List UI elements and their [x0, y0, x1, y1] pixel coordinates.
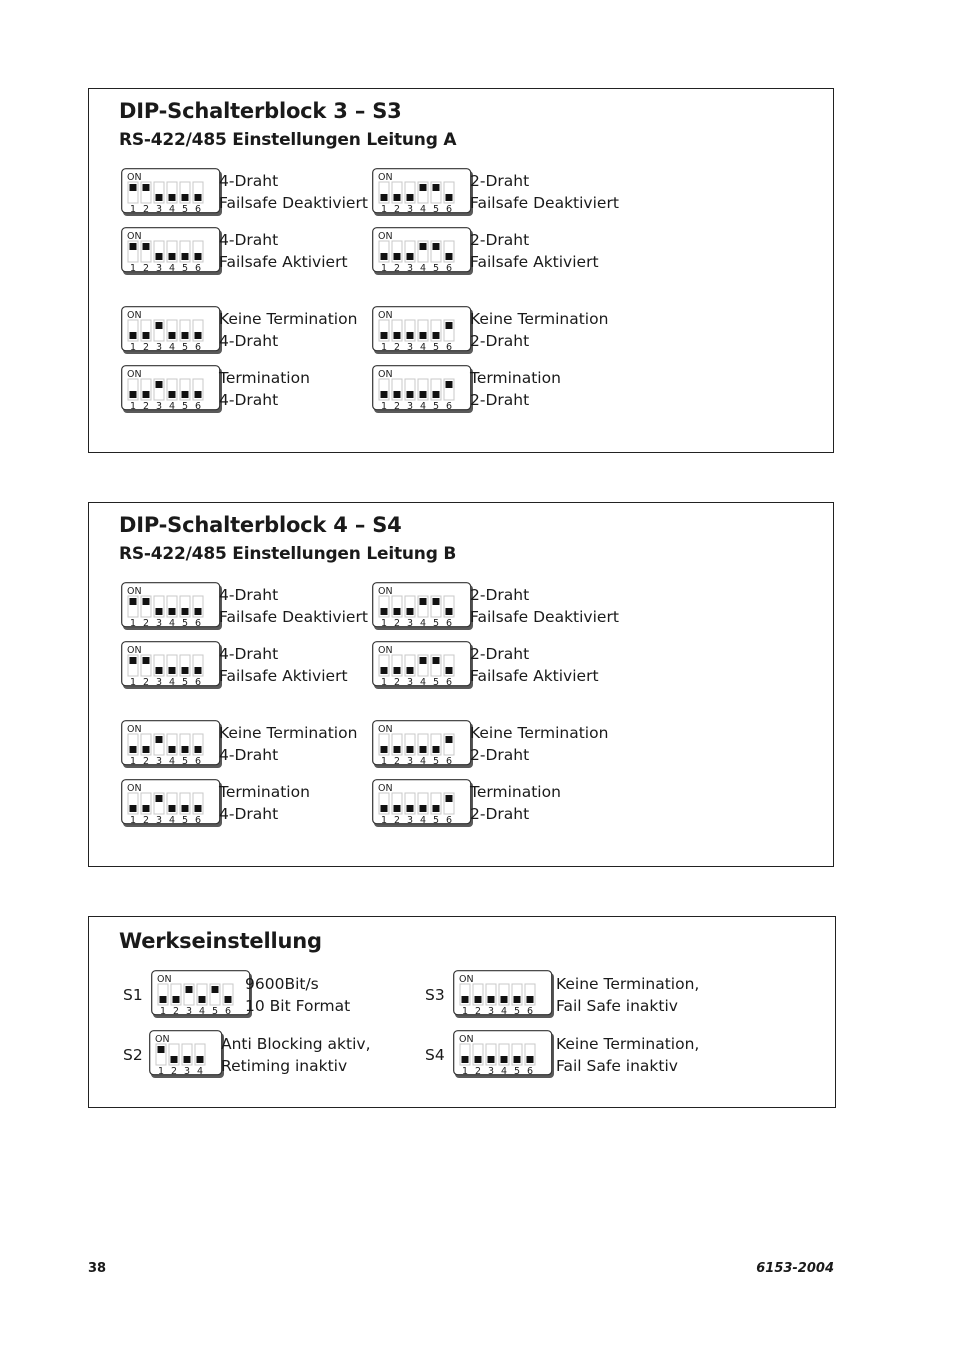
dip-switch-number: 4	[169, 618, 176, 629]
dip-switch-number: 4	[197, 1066, 204, 1077]
description-line: Keine Termination	[470, 724, 609, 742]
dip-switch-diagram	[121, 306, 223, 354]
setting-description	[556, 1033, 699, 1077]
dip-switch-number: 1	[130, 618, 137, 629]
dip-switch-number: 5	[433, 677, 440, 688]
description-line: Failsafe Deaktiviert	[470, 608, 619, 626]
setting-description	[470, 722, 608, 766]
dip-setting-entry	[121, 168, 368, 220]
description-line: 9600Bit/s	[245, 975, 319, 993]
dip-switch-number: 6	[195, 677, 202, 688]
page-number: 38	[88, 1261, 107, 1276]
dip-switch-number: 4	[501, 1006, 508, 1017]
setting-description	[219, 367, 310, 411]
setting-description	[219, 170, 368, 214]
dip-switch-number: 2	[394, 401, 401, 412]
dip-switch-number: 2	[143, 401, 150, 412]
dip-switch-number: 1	[130, 342, 137, 353]
dip-switch-number: 6	[195, 401, 202, 412]
description-line: Fail Safe inaktiv	[556, 1057, 678, 1075]
on-label: ON	[157, 974, 172, 985]
dip-switch-number: 5	[514, 1006, 521, 1017]
description-line: 2-Draht	[470, 746, 530, 764]
dip-switch-number: 2	[143, 263, 150, 274]
dip-switch-diagram	[121, 779, 223, 827]
dip-setting-entry	[372, 168, 619, 220]
dip-switch-number: 4	[420, 815, 427, 826]
setting-description	[470, 643, 599, 687]
dip-switch-number: 1	[462, 1006, 469, 1017]
dip-block-s3-panel	[88, 88, 834, 453]
dip-switch-number: 2	[475, 1066, 482, 1077]
dip-switch-number: 1	[130, 815, 137, 826]
on-label: ON	[459, 1034, 474, 1045]
section-title: DIP-Schalterblock 3 – S3	[119, 99, 402, 123]
dip-switch-diagram	[372, 779, 474, 827]
dip-diagram-wrapper	[149, 1030, 225, 1082]
on-label: ON	[378, 231, 393, 242]
dip-switch-number: 3	[156, 677, 163, 688]
dip-switch-number: 5	[514, 1066, 521, 1077]
description-line: 2-Draht	[470, 391, 530, 409]
dip-switch-diagram	[372, 641, 474, 689]
description-line: 2-Draht	[470, 645, 530, 663]
dip-switch-number: 6	[195, 815, 202, 826]
dip-switch-number: 1	[381, 204, 388, 215]
dip-switch-number: 1	[160, 1006, 167, 1017]
description-line: 2-Draht	[470, 231, 530, 249]
dip-switch-number: 2	[394, 204, 401, 215]
dip-switch-number: 1	[158, 1066, 165, 1077]
dip-switch-number: 3	[184, 1066, 191, 1077]
on-label: ON	[155, 1034, 170, 1045]
dip-switch-number: 6	[446, 815, 453, 826]
section-title: DIP-Schalterblock 4 – S4	[119, 513, 402, 537]
setting-description	[470, 781, 561, 825]
dip-switch-diagram	[372, 168, 474, 216]
dip-switch-number: 5	[212, 1006, 219, 1017]
setting-description	[470, 308, 608, 352]
dip-switch-number: 4	[169, 677, 176, 688]
dip-switch-diagram	[372, 227, 474, 275]
dip-switch-diagram	[121, 582, 223, 630]
description-line: Keine Termination,	[556, 975, 700, 993]
description-line: Keine Termination	[470, 310, 609, 328]
description-line: Failsafe Deaktiviert	[219, 194, 368, 212]
dip-switch-number: 6	[527, 1006, 534, 1017]
dip-switch-number: 4	[420, 756, 427, 767]
dip-switch-number: 1	[130, 263, 137, 274]
description-line: 4-Draht	[219, 586, 279, 604]
dip-switch-number: 2	[173, 1006, 180, 1017]
dip-setting-entry	[121, 227, 348, 279]
dip-switch-number: 6	[195, 618, 202, 629]
dip-switch-number: 6	[446, 677, 453, 688]
dip-switch-number: 6	[527, 1066, 534, 1077]
switch-block-label: S2	[123, 1046, 143, 1064]
dip-switch-number: 3	[407, 342, 414, 353]
dip-switch-number: 5	[182, 618, 189, 629]
dip-setting-entry	[121, 720, 358, 772]
description-line: 2-Draht	[470, 172, 530, 190]
description-line: 4-Draht	[219, 391, 279, 409]
dip-switch-number: 3	[186, 1006, 193, 1017]
dip-switch-number: 3	[156, 815, 163, 826]
dip-switch-number: 6	[225, 1006, 232, 1017]
dip-switch-diagram	[121, 720, 223, 768]
dip-setting-entry	[121, 306, 358, 358]
dip-switch-diagram	[372, 582, 474, 630]
dip-setting-entry	[121, 582, 368, 634]
factory-settings-panel	[88, 916, 836, 1108]
description-line: Termination	[470, 783, 561, 801]
dip-switch-number: 3	[156, 401, 163, 412]
setting-description	[219, 722, 357, 766]
dip-switch-number: 1	[130, 204, 137, 215]
on-label: ON	[378, 724, 393, 735]
on-label: ON	[459, 974, 474, 985]
description-line: Failsafe Aktiviert	[470, 667, 599, 685]
dip-switch-number: 2	[143, 677, 150, 688]
dip-switch-diagram	[121, 227, 223, 275]
setting-description	[556, 973, 699, 1017]
description-line: 4-Draht	[219, 645, 279, 663]
dip-switch-number: 3	[156, 756, 163, 767]
dip-switch-number: 2	[143, 342, 150, 353]
dip-switch-number: 3	[156, 204, 163, 215]
dip-switch-number: 3	[407, 756, 414, 767]
dip-diagram-wrapper	[151, 970, 253, 1022]
dip-switch-number: 6	[195, 263, 202, 274]
dip-switch-number: 5	[433, 618, 440, 629]
dip-switch-number: 5	[182, 342, 189, 353]
dip-setting-entry	[372, 227, 599, 279]
dip-switch-number: 5	[433, 204, 440, 215]
description-line: 2-Draht	[470, 805, 530, 823]
on-label: ON	[127, 172, 142, 183]
dip-switch-number: 2	[394, 756, 401, 767]
dip-switch-number: 3	[407, 263, 414, 274]
setting-description	[245, 973, 350, 1017]
section-subtitle: RS-422/485 Einstellungen Leitung B	[119, 544, 457, 564]
dip-switch-number: 6	[446, 401, 453, 412]
description-line: Failsafe Deaktiviert	[470, 194, 619, 212]
dip-switch-number: 3	[156, 342, 163, 353]
dip-setting-entry	[372, 306, 609, 358]
dip-switch-number: 4	[420, 342, 427, 353]
description-line: Fail Safe inaktiv	[556, 997, 678, 1015]
setting-description	[470, 170, 619, 214]
setting-description	[219, 584, 368, 628]
on-label: ON	[127, 645, 142, 656]
dip-switch-number: 3	[407, 401, 414, 412]
dip-switch-number: 3	[407, 677, 414, 688]
section-subtitle: RS-422/485 Einstellungen Leitung A	[119, 130, 457, 150]
on-label: ON	[127, 369, 142, 380]
dip-switch-number: 4	[169, 204, 176, 215]
dip-switch-number: 6	[195, 342, 202, 353]
dip-switch-diagram	[372, 306, 474, 354]
dip-switch-number: 5	[182, 756, 189, 767]
description-line: Failsafe Aktiviert	[219, 253, 348, 271]
on-label: ON	[127, 586, 142, 597]
dip-switch-number: 1	[130, 756, 137, 767]
on-label: ON	[127, 310, 142, 321]
dip-setting-entry	[121, 779, 310, 831]
dip-switch-number: 4	[420, 618, 427, 629]
dip-switch-number: 3	[407, 618, 414, 629]
switch-block-label: S1	[123, 986, 143, 1004]
setting-description	[219, 229, 348, 273]
description-line: Failsafe Deaktiviert	[219, 608, 368, 626]
description-line: 2-Draht	[470, 332, 530, 350]
on-label: ON	[378, 310, 393, 321]
on-label: ON	[378, 783, 393, 794]
description-line: Termination	[219, 783, 310, 801]
description-line: Anti Blocking aktiv,	[221, 1035, 371, 1053]
dip-switch-number: 2	[394, 263, 401, 274]
dip-switch-number: 4	[169, 756, 176, 767]
dip-switch-number: 5	[182, 401, 189, 412]
dip-switch-number: 3	[488, 1006, 495, 1017]
dip-diagram-wrapper	[453, 970, 555, 1022]
switch-block-label: S4	[425, 1046, 445, 1064]
dip-switch-number: 5	[433, 756, 440, 767]
on-label: ON	[378, 172, 393, 183]
description-line: Keine Termination,	[556, 1035, 700, 1053]
on-label: ON	[127, 783, 142, 794]
dip-setting-entry	[121, 365, 310, 417]
dip-switch-number: 6	[446, 263, 453, 274]
dip-switch-number: 1	[381, 815, 388, 826]
dip-switch-number: 5	[182, 263, 189, 274]
dip-switch-number: 5	[433, 342, 440, 353]
setting-description	[219, 781, 310, 825]
dip-switch-number: 6	[446, 618, 453, 629]
dip-switch-number: 6	[446, 342, 453, 353]
dip-switch-diagram	[372, 365, 474, 413]
dip-switch-diagram	[121, 641, 223, 689]
dip-switch-number: 5	[433, 263, 440, 274]
setting-description	[470, 367, 561, 411]
dip-block-s4-panel	[88, 502, 834, 867]
dip-switch-number: 1	[130, 677, 137, 688]
dip-switch-number: 2	[143, 204, 150, 215]
setting-description	[221, 1033, 371, 1077]
dip-switch-number: 6	[446, 204, 453, 215]
dip-switch-number: 3	[407, 815, 414, 826]
dip-switch-number: 2	[394, 342, 401, 353]
description-line: Keine Termination	[219, 724, 358, 742]
dip-switch-number: 1	[381, 756, 388, 767]
dip-switch-number: 3	[156, 263, 163, 274]
dip-switch-number: 4	[501, 1066, 508, 1077]
dip-switch-diagram	[453, 970, 555, 1018]
dip-switch-diagram	[453, 1030, 555, 1078]
dip-switch-number: 4	[169, 263, 176, 274]
dip-switch-diagram	[121, 365, 223, 413]
description-line: Failsafe Aktiviert	[470, 253, 599, 271]
dip-switch-number: 2	[143, 815, 150, 826]
on-label: ON	[378, 369, 393, 380]
dip-switch-number: 4	[169, 815, 176, 826]
dip-switch-diagram	[149, 1030, 225, 1078]
dip-switch-number: 5	[182, 204, 189, 215]
on-label: ON	[378, 586, 393, 597]
description-line: 4-Draht	[219, 746, 279, 764]
setting-description	[470, 584, 619, 628]
dip-switch-diagram	[121, 168, 223, 216]
description-line: Termination	[470, 369, 561, 387]
dip-switch-number: 2	[394, 815, 401, 826]
document-number: 6153-2004	[756, 1261, 834, 1276]
setting-description	[219, 643, 348, 687]
dip-switch-number: 1	[381, 401, 388, 412]
dip-switch-number: 5	[433, 401, 440, 412]
dip-switch-number: 4	[169, 401, 176, 412]
dip-setting-entry	[121, 641, 348, 693]
description-line: 4-Draht	[219, 172, 279, 190]
dip-switch-number: 6	[446, 756, 453, 767]
description-line: 2-Draht	[470, 586, 530, 604]
dip-switch-number: 3	[156, 618, 163, 629]
dip-switch-number: 4	[420, 204, 427, 215]
dip-switch-number: 1	[130, 401, 137, 412]
dip-switch-number: 4	[169, 342, 176, 353]
dip-switch-number: 2	[143, 618, 150, 629]
dip-switch-number: 4	[420, 401, 427, 412]
dip-switch-number: 5	[433, 815, 440, 826]
dip-switch-number: 2	[394, 677, 401, 688]
dip-switch-number: 2	[171, 1066, 178, 1077]
dip-switch-diagram	[151, 970, 253, 1018]
on-label: ON	[127, 724, 142, 735]
dip-switch-number: 4	[420, 263, 427, 274]
dip-switch-number: 3	[407, 204, 414, 215]
dip-switch-number: 3	[488, 1066, 495, 1077]
description-line: 4-Draht	[219, 805, 279, 823]
factory-settings-title: Werkseinstellung	[119, 929, 322, 953]
dip-switch-number: 5	[182, 677, 189, 688]
dip-setting-entry	[372, 641, 599, 693]
dip-setting-entry	[372, 779, 561, 831]
dip-setting-entry	[372, 720, 609, 772]
dip-switch-diagram	[372, 720, 474, 768]
dip-switch-number: 2	[143, 756, 150, 767]
dip-switch-number: 1	[462, 1066, 469, 1077]
dip-switch-number: 1	[381, 618, 388, 629]
description-line: 4-Draht	[219, 231, 279, 249]
dip-setting-entry	[372, 582, 619, 634]
on-label: ON	[127, 231, 142, 242]
description-line: Keine Termination	[219, 310, 358, 328]
dip-switch-number: 6	[195, 756, 202, 767]
dip-switch-number: 1	[381, 677, 388, 688]
switch-block-label: S3	[425, 986, 445, 1004]
dip-switch-number: 2	[475, 1006, 482, 1017]
description-line: 4-Draht	[219, 332, 279, 350]
dip-switch-number: 4	[199, 1006, 206, 1017]
description-line: Retiming inaktiv	[221, 1057, 348, 1075]
dip-switch-number: 6	[195, 204, 202, 215]
dip-switch-number: 1	[381, 263, 388, 274]
description-line: Termination	[219, 369, 310, 387]
description-line: Failsafe Aktiviert	[219, 667, 348, 685]
dip-setting-entry	[372, 365, 561, 417]
dip-diagram-wrapper	[453, 1030, 555, 1082]
dip-switch-number: 5	[182, 815, 189, 826]
setting-description	[219, 308, 357, 352]
description-line: 10 Bit Format	[245, 997, 351, 1015]
on-label: ON	[378, 645, 393, 656]
setting-description	[470, 229, 599, 273]
dip-switch-number: 2	[394, 618, 401, 629]
dip-switch-number: 1	[381, 342, 388, 353]
dip-switch-number: 4	[420, 677, 427, 688]
